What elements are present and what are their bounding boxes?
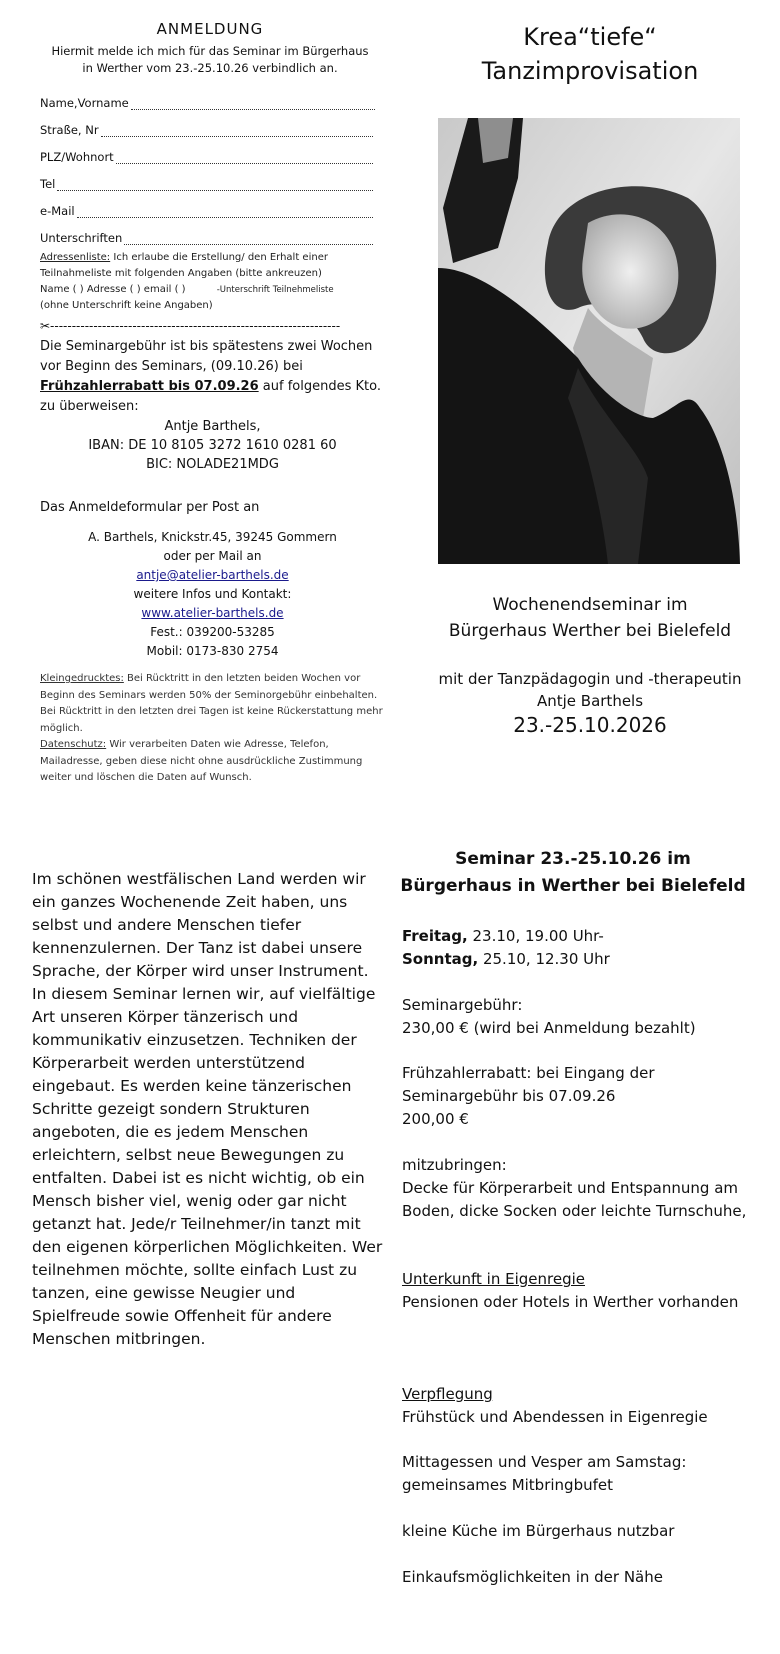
field-signature-line[interactable] (124, 234, 373, 245)
address-list-consent (40, 250, 385, 314)
postal-address: A. Barthels, Knickstr.45, 39245 Gommern (88, 530, 337, 544)
bank-iban: IBAN: DE 10 8105 3272 1610 0281 60 (88, 438, 337, 453)
bring-info (402, 1154, 752, 1223)
form-title: ANMELDUNG (156, 20, 264, 38)
bank-details (40, 417, 385, 474)
kitchen-info: kleine Küche im Bürgerhaus nutzbar (402, 1522, 675, 1540)
lodging-label: Unterkunft in Eigenregie (402, 1270, 585, 1288)
food-text: Frühstück und Abendessen in Eigenregie (402, 1408, 708, 1426)
or-mail: oder per Mail an (163, 549, 262, 563)
lunch-line-2: gemeinsames Mitbringbufet (402, 1476, 613, 1494)
shopping-info: Einkaufsmöglichkeiten in der Nähe (402, 1568, 663, 1586)
fineprint (40, 671, 385, 787)
cover-date: 23.-25.10.2026 (513, 713, 667, 737)
food-label: Verpflegung (402, 1385, 493, 1403)
form-intro-line-1: Hiermit melde ich mich für das Seminar im Bürgerhaus (51, 44, 369, 58)
dancer-photo-graphic (438, 118, 740, 564)
field-phone[interactable] (40, 177, 373, 191)
field-signature-label: Unterschriften (40, 231, 123, 245)
cover-title (420, 20, 760, 88)
food-info (402, 1383, 752, 1429)
field-street-label: Straße, Nr (40, 123, 99, 137)
consent-options[interactable]: Name ( ) Adresse ( ) email ( ) (40, 284, 186, 295)
description-paragraph-2: In diesem Seminar lernen wir, auf vielfältige Art unseren Körper tänzerisch und kommunikativ einzusetzen. Techniken der Körperarbeit werden unterstützend eingebaut. Es werden keine tänzerischen Schritte gezeigt sondern Strukturen angeboten, die es jedem Menschen erleichtern, selbst neue Bewegungen zu entfalten. Dabei ist es nicht wichtig, ob ein Mensch bisher viel, wenig oder gar nicht getanzt hat. Jede/r Teilnehmer/in tanzt mit den eigenen körperlichen Möglichkeiten. Wer teilnehmen möchte, sollte einfach Lust zu tanzen, eine gewisse Neugier und Spielfreude sowie Offenheit für andere Menschen mitbringen. (32, 985, 383, 1348)
field-email[interactable] (40, 204, 373, 218)
fineprint-label: Kleingedrucktes: (40, 673, 124, 684)
privacy-label: Datenschutz: (40, 739, 107, 750)
bring-label: mitzubringen: (402, 1156, 507, 1174)
lunch-line-1: Mittagessen und Vesper am Samstag: (402, 1453, 687, 1471)
cover-subtitle-line-1: Wochenendseminar im (492, 595, 688, 615)
lodging-info (402, 1268, 752, 1314)
field-street-line[interactable] (101, 126, 373, 137)
cover-teacher (420, 668, 760, 712)
phone-mobile: Mobil: 0173-830 2754 (146, 644, 279, 658)
consent-note: (ohne Unterschrift keine Angaben) (40, 300, 213, 311)
early-bird-line-1: Frühzahlerrabatt: bei Eingang der (402, 1064, 655, 1082)
fee-text-2: auf folgendes Kto. zu überweisen: (40, 379, 381, 414)
cover-subtitle-line-2: Bürgerhaus Werther bei Bielefeld (448, 621, 732, 641)
cover-subtitle (420, 592, 760, 644)
seminar-description (32, 868, 387, 1351)
website-link[interactable]: www.atelier-barthels.de (141, 606, 284, 620)
bank-bic: BIC: NOLADE21MDG (146, 457, 279, 472)
post-intro: Das Anmeldeformular per Post an (40, 500, 260, 515)
contact-block (40, 528, 385, 661)
early-bird-line-2: Seminargebühr bis 07.09.26 (402, 1087, 616, 1105)
fee-text-1: Die Seminargebühr ist bis spätestens zwei Wochen vor Beginn des Seminars, (09.10.26) bei (40, 339, 373, 374)
lodging-text: Pensionen oder Hotels in Werther vorhanden (402, 1293, 739, 1311)
fee-label: Seminargebühr: (402, 996, 523, 1014)
field-street[interactable] (40, 123, 373, 137)
early-bird-line-3: 200,00 € (402, 1110, 469, 1128)
privacy-text: Wir verarbeiten Daten wie Adresse, Telefon, Mailadresse, geben diese nicht ohne ausdrückliche Zustimmung weiter und löschen die Daten auf Wunsch. (40, 739, 363, 783)
field-phone-line[interactable] (57, 180, 373, 191)
field-zip-city[interactable] (40, 150, 373, 164)
cover-title-line-2: Tanzimprovisation (481, 57, 699, 85)
consent-signature: -Unterschrift Teilnehmeliste (216, 285, 334, 295)
info-title: Seminar 23.-25.10.26 im Bürgerhaus in Werther bei Bielefeld (400, 849, 746, 896)
friday-label: Freitag, (402, 927, 468, 945)
cover-teacher-line-1: mit der Tanzpädagogin und -therapeutin (438, 670, 742, 688)
bring-text: Decke für Körperarbeit und Entspannung am Boden, dicke Socken oder leichte Turnschuhe, (402, 1179, 747, 1220)
field-zip-city-line[interactable] (116, 153, 373, 164)
more-info: weitere Infos und Kontakt: (133, 587, 292, 601)
cut-line: ✂------------------------------------------------------------------- (40, 319, 341, 333)
fee-early-bird: Frühzahlerrabatt bis 07.09.26 (40, 379, 259, 394)
consent-text: Ich erlaube die Erstellung/ den Erhalt einer Teilnahmeliste mit folgenden Angaben (bitte ankreuzen) (40, 252, 328, 279)
field-email-label: e-Mail (40, 204, 75, 218)
form-intro-line-2: in Werther vom 23.-25.10.26 verbindlich an. (82, 61, 338, 75)
email-link[interactable]: antje@atelier-barthels.de (136, 568, 289, 582)
bank-name: Antje Barthels, (164, 419, 261, 434)
sunday-label: Sonntag, (402, 950, 479, 968)
lunch-info (402, 1451, 752, 1497)
fee-value: 230,00 € (wird bei Anmeldung bezahlt) (402, 1019, 696, 1037)
fee-instructions (40, 337, 385, 417)
field-signature[interactable] (40, 231, 373, 245)
description-paragraph-1: Im schönen westfälischen Land werden wir ein ganzes Wochenende Zeit haben, uns selbst und andere Menschen tiefer kennenzulernen. Der Tanz ist dabei unsere Sprache, der Körper wird unser Instrument. (32, 870, 369, 980)
cover-teacher-line-2: Antje Barthels (536, 692, 644, 710)
field-name-label: Name,Vorname (40, 96, 129, 110)
dancer-photo (438, 118, 740, 564)
schedule (402, 925, 752, 971)
fineprint-text: Bei Rücktritt in den letzten beiden Wochen vor Beginn des Seminars werden 50% der Seminorgebühr einbehalten. Bei Rücktritt in den letzten drei Tagen ist keine Rückerstattung mehr möglich. (40, 673, 383, 734)
field-name-line[interactable] (131, 99, 375, 110)
phone-fixed: Fest.: 039200-53285 (150, 625, 275, 639)
sunday-time: 25.10, 12.30 Uhr (478, 950, 610, 968)
form-intro (40, 43, 380, 77)
fee-info (402, 994, 752, 1040)
field-name[interactable] (40, 96, 375, 110)
field-phone-label: Tel (40, 177, 56, 191)
field-email-line[interactable] (77, 207, 373, 218)
field-zip-city-label: PLZ/Wohnort (40, 150, 114, 164)
cover-title-line-1: Krea“tiefe“ (523, 23, 657, 51)
friday-time: 23.10, 19.00 Uhr- (467, 927, 604, 945)
consent-label: Adressenliste: (40, 252, 111, 263)
early-bird-info (402, 1062, 752, 1131)
